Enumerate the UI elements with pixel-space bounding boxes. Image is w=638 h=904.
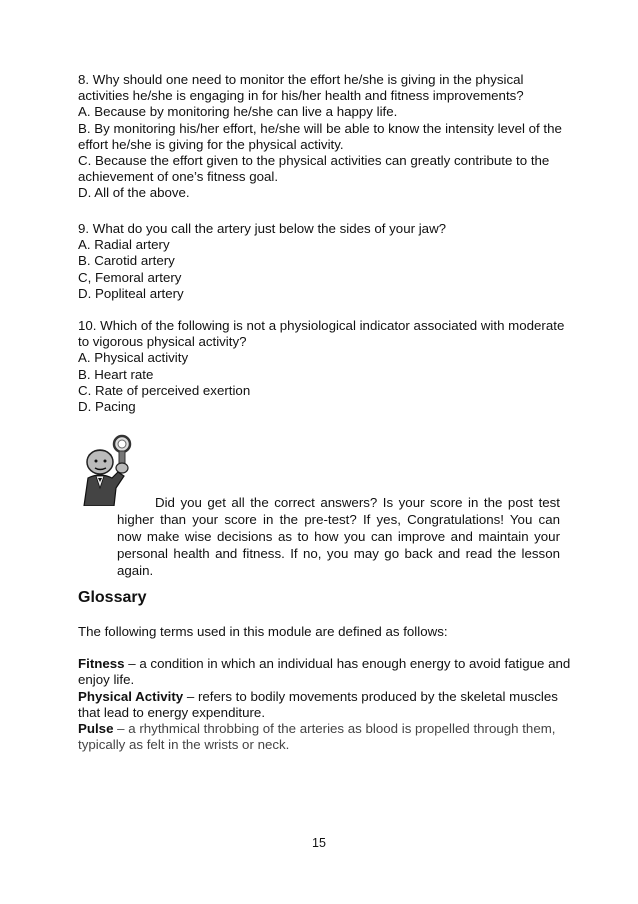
question-stem-line: 10. Which of the following is not a physiological indicator associated with moderate (78, 318, 565, 333)
option-line: D. Pacing (78, 399, 136, 415)
question-8 (78, 72, 573, 202)
option-line: A. Physical activity (78, 350, 189, 366)
glossary-term: Physical Activity (78, 688, 184, 704)
glossary-term: Fitness (78, 656, 125, 671)
option-line: C, Femoral artery (78, 269, 182, 285)
option-line: effort he/she is giving for the physical activity. (78, 136, 344, 152)
glossary-intro: The following terms used in this module are defined as follows: (78, 624, 448, 639)
option-line: achievement of one’s fitness goal. (78, 169, 279, 185)
glossary-definition: – a condition in which an individual has enough energy to avoid fatigue and enjoy life. (78, 656, 571, 688)
option-line: C. Because the effort given to the physical activities can greatly contribute to the (78, 153, 550, 169)
option-line: B. Carotid artery (78, 253, 175, 269)
question-stem-line: to vigorous physical activity? (78, 334, 247, 350)
option-line: B. Heart rate (78, 366, 154, 382)
option-line: A. Radial artery (78, 237, 170, 253)
glossary-definition: – refers to bodily movements produced by the skeletal muscles that lead to energy expenditure. (78, 688, 558, 720)
question-stem-line: 8. Why should one need to monitor the effort he/she is giving in the physical (78, 72, 524, 87)
option-line: D. Popliteal artery (78, 285, 184, 301)
question-stem-line: 9. What do you call the artery just below the sides of your jaw? (78, 221, 447, 236)
question-stem-line: activities he/she is engaging in for his/her health and fitness improvements? (78, 88, 524, 104)
glossary-entry (78, 721, 573, 754)
glossary-term: Pulse (78, 721, 114, 737)
glossary-list (78, 656, 573, 754)
option-line: C. Rate of perceived exertion (78, 382, 251, 398)
glossary-entry (78, 656, 573, 689)
glossary-definition: – a rhythmical throbbing of the arteries as blood is propelled through them, typically as felt in the wrists or neck. (78, 721, 556, 753)
glossary-entry (78, 689, 573, 722)
glossary-heading: Glossary (78, 589, 147, 606)
congratulations-message: Did you get all the correct answers? Is your score in the post test higher than your score in the pre-test? If yes, Congratulations! You can now make wise decisions as to how you can improve and maintain your personal health and fitness. If no, you may go back and read the lesson again. (117, 495, 560, 578)
option-line: D. All of the above. (78, 185, 190, 201)
option-line: A. Because by monitoring he/she can live a happy life. (78, 104, 398, 120)
page-number: 15 (312, 836, 326, 850)
question-9 (78, 221, 573, 302)
option-line: B. By monitoring his/her effort, he/she will be able to know the intensity level of the (78, 120, 562, 136)
question-10 (78, 318, 573, 415)
